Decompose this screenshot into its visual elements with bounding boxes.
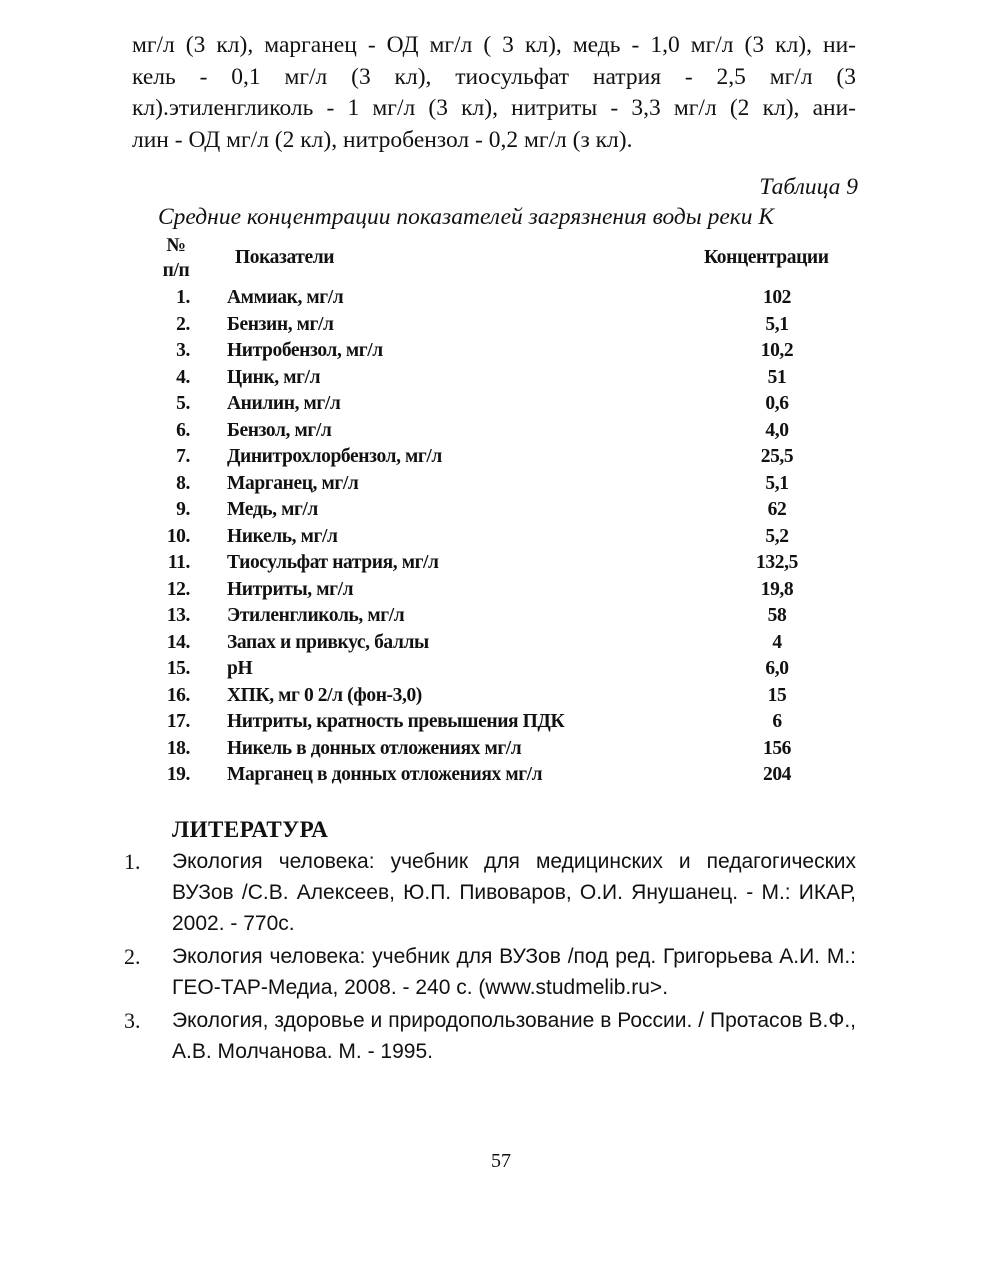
row-concentration: 5,2 [765, 525, 789, 547]
row-indicator: Анилин, мг/л [227, 393, 341, 414]
literature-item-text: Экология человека: учебник для ВУЗов /под ред. Григорьева А.И. М.: ГЕО-ТАР-Медиа, 2008. - 240 с. (www.studmelib.ru>. [172, 945, 856, 999]
row-number: 11. [167, 552, 190, 573]
literature-item-number: 2. [124, 944, 141, 969]
row-number: 4. [176, 366, 190, 388]
literature-item [120, 846, 856, 939]
row-number: 18. [166, 737, 190, 759]
row-indicator: Запах и привкус, баллы [227, 631, 429, 653]
row-concentration: 132,5 [756, 552, 798, 573]
table-row [150, 340, 870, 367]
header-concentration: Концентрации [704, 247, 829, 268]
row-number: 6. [176, 419, 190, 441]
row-number: 17. [166, 711, 190, 732]
literature-item [120, 941, 856, 1003]
literature-list [120, 846, 856, 1069]
row-indicator: Нитриты, мг/л [227, 578, 354, 600]
row-number: 1. [176, 287, 190, 308]
table-row [150, 393, 870, 420]
row-concentration: 15 [767, 684, 787, 706]
literature-item [120, 1005, 856, 1067]
page-number: 57 [491, 1150, 511, 1172]
row-concentration: 0,6 [765, 393, 789, 414]
row-concentration: 5,1 [765, 472, 789, 494]
row-number: 5. [176, 393, 190, 414]
row-concentration: 4,0 [765, 419, 789, 441]
table-row [150, 526, 870, 553]
table-label: Таблица 9 [759, 174, 858, 200]
table-row [150, 738, 870, 765]
row-number: 19. [166, 764, 190, 785]
table-row [150, 658, 870, 685]
header-number [158, 233, 194, 283]
row-indicator: Медь, мг/л [227, 499, 318, 520]
table-row [150, 632, 870, 659]
row-number: 2. [176, 313, 190, 335]
row-number: 12. [166, 578, 190, 600]
row-indicator: Марганец в донных отложениях мг/л [227, 764, 543, 785]
row-number: 8. [176, 472, 190, 494]
row-concentration: 4 [772, 631, 782, 653]
row-indicator: Бензин, мг/л [227, 313, 334, 335]
table-row [150, 367, 870, 394]
row-concentration: 6,0 [765, 658, 789, 679]
row-concentration: 102 [762, 287, 792, 308]
table-row [150, 711, 870, 738]
table-row [150, 314, 870, 341]
row-concentration: 62 [767, 499, 787, 520]
concentration-table [150, 233, 870, 791]
row-indicator: Бензол, мг/л [227, 419, 332, 441]
row-concentration: 51 [767, 366, 787, 388]
literature-item-text: Экология, здоровье и природопользование в России. / Протасов В.Ф., А.В. Молчанова. М. - 1995. [172, 1009, 856, 1063]
row-number: 13. [166, 605, 190, 626]
row-number: 7. [176, 446, 190, 467]
table-row [150, 499, 870, 526]
row-indicator: Тиосульфат натрия, мг/л [227, 552, 439, 573]
row-number: 16. [166, 684, 190, 706]
intro-line: кл).этиленгликоль - 1 мг/л (3 кл), нитриты - 3,3 мг/л (2 кл), ани- [132, 95, 856, 121]
row-indicator: Аммиак, мг/л [227, 287, 344, 308]
table-row [150, 552, 870, 579]
table-row [150, 605, 870, 632]
row-indicator: Нитриты, кратность превышения ПДК [227, 711, 565, 732]
row-number: 3. [176, 340, 190, 361]
row-number: 9. [176, 499, 190, 520]
row-indicator: Никель, мг/л [227, 525, 338, 547]
row-indicator: ХПК, мг 0 2/л (фон-3,0) [227, 684, 422, 706]
row-number: 14. [166, 631, 190, 653]
table-row [150, 446, 870, 473]
row-indicator: Цинк, мг/л [227, 366, 321, 388]
header-indicator: Показатели [235, 247, 335, 268]
intro-paragraph [132, 30, 856, 156]
table-caption: Средние концентрации показателей загрязнения воды реки К [158, 204, 775, 230]
row-concentration: 6 [772, 711, 782, 732]
literature-item-number: 3. [124, 1008, 141, 1033]
row-indicator: Этиленгликоль, мг/л [227, 605, 405, 626]
row-number: 15. [166, 658, 190, 679]
literature-heading: ЛИТЕРАТУРА [172, 817, 329, 842]
header-number-abbr: п/п [162, 260, 190, 281]
table-row [150, 420, 870, 447]
row-indicator: Динитрохлорбензол, мг/л [227, 446, 442, 467]
table-row [150, 764, 870, 791]
row-concentration: 156 [762, 737, 792, 759]
literature-item-text: Экология человека: учебник для медицинских и педагогических ВУЗов /С.В. Алексеев, Ю.П. Пивоваров, О.И. Янушанец. - М.: ИКАР, 2002. - 770с. [172, 850, 856, 935]
table-body [150, 287, 870, 791]
table-row [150, 579, 870, 606]
row-concentration: 10,2 [760, 340, 794, 361]
row-indicator: pH [227, 658, 253, 679]
literature-item-number: 1. [124, 849, 141, 874]
intro-line: лин - ОД мг/л (2 кл), нитробензол - 0,2 мг/л (з кл). [132, 126, 633, 153]
row-concentration: 204 [762, 764, 792, 785]
row-indicator: Марганец, мг/л [227, 472, 359, 494]
table-row [150, 685, 870, 712]
row-concentration: 5,1 [765, 313, 789, 335]
header-number-sign: № [166, 235, 186, 256]
row-concentration: 25,5 [760, 446, 794, 467]
table-row [150, 287, 870, 314]
table-header [150, 233, 870, 287]
intro-line: мг/л (3 кл), марганец - ОД мг/л ( 3 кл), медь - 1,0 мг/л (3 кл), ни- [132, 32, 856, 58]
intro-line: кель - 0,1 мг/л (3 кл), тиосульфат натрия - 2,5 мг/л (3 [132, 63, 856, 90]
row-number: 10. [166, 525, 190, 547]
table-row [150, 473, 870, 500]
row-concentration: 58 [767, 605, 787, 626]
row-indicator: Нитробензол, мг/л [227, 340, 383, 361]
row-indicator: Никель в донных отложениях мг/л [227, 737, 522, 759]
row-concentration: 19,8 [760, 578, 794, 600]
